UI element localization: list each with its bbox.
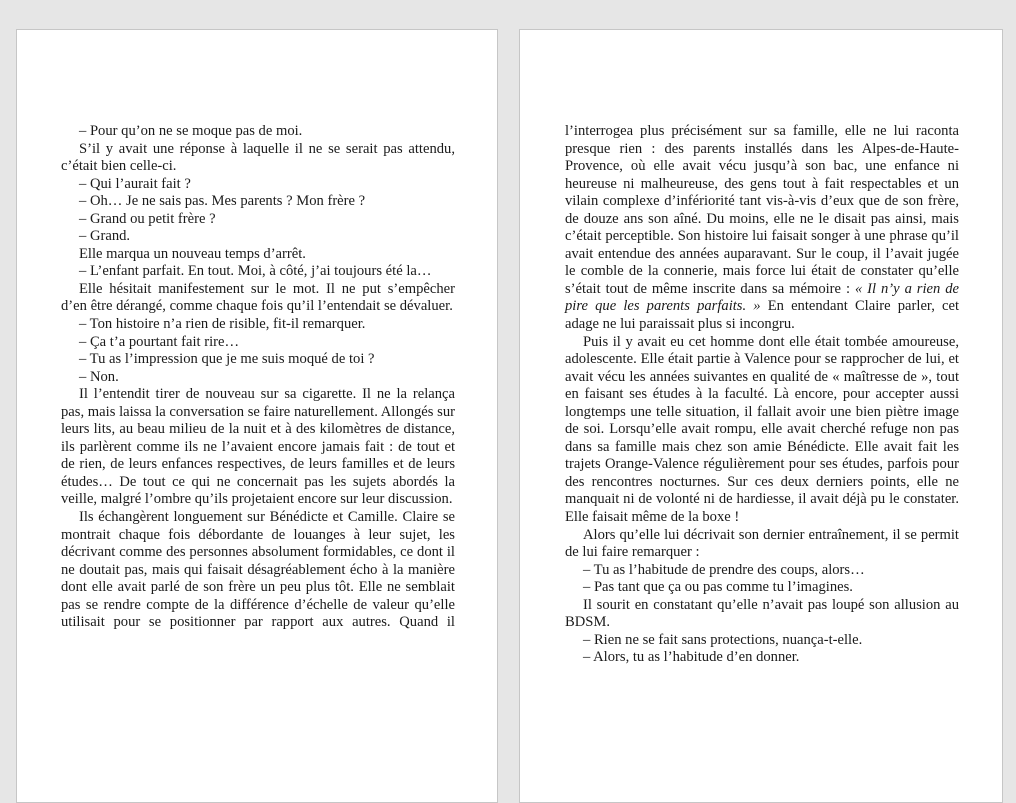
paragraph: Il l’entendit tirer de nouveau sur sa cigarette. Il ne la relança pas, mais laissa la conversation se faire naturellement. Allongés sur leurs lits, au beau milieu de la nuit et à des kilomètres de distance, ils parlèrent comme ils ne l’avaient encore jamais fait : de tout et de rien, de leurs enfances respectives, de leurs familles et de leurs études… De tout ce qui ne concernait pas les sujets abordés la veille, malgré l’ombre qu’ils projetaient encore sur leur discussion. [61, 386, 455, 508]
page-left [16, 29, 498, 803]
paragraph: – L’enfant parfait. En tout. Moi, à côté, j’ai toujours été la… [79, 263, 432, 280]
quotation: « Il n’y a rien de pire que les parents parfaits. » [565, 280, 959, 315]
paragraph: – Non. [79, 368, 119, 385]
paragraph: – Ça t’a pourtant fait rire… [79, 333, 240, 350]
paragraph: – Grand ou petit frère ? [79, 210, 216, 227]
paragraph: – Oh… Je ne sais pas. Mes parents ? Mon frère ? [79, 193, 366, 210]
paragraph: Il sourit en constatant qu’elle n’avait pas loupé son allusion au BDSM. [565, 596, 959, 631]
paragraph: Puis il y avait eu cet homme dont elle était tombée amoureuse, adolescente. Elle était partie à Valence pour se rapprocher de lui, et avait vécu les années suivantes en qualité de « maîtresse de », tout en faisant ses études à la faculté. Là encore, pour accepter aussi longtemps une telle situation, il fallait avoir une bien piètre image de soi. Lorsqu’elle avait rompu, elle avait cherché refuge non pas dans sa famille mais chez son amie Bénédicte. Elle avait fait les trajets Orange-Valence régulièrement pour ses études, parfois pour des rencontres nocturnes. Sur ces deux derniers points, elle ne manquait ni de volonté ni de hardiesse, il avait déjà pu le constater. Elle faisait même de la boxe ! [565, 333, 959, 526]
paragraph: S’il y avait une réponse à laquelle il ne se serait pas attendu, c’était bien celle-ci. [61, 140, 455, 175]
paragraph: Elle hésitait manifestement sur le mot. Il ne put s’empêcher d’en être dérangé, comme chaque fois qu’il l’entendait se dévaluer. [61, 280, 455, 315]
page-left-text [61, 123, 455, 632]
paragraph: – Pas tant que ça ou pas comme tu l’imagines. [583, 579, 853, 596]
paragraph-continued [565, 123, 959, 334]
paragraph: – Tu as l’habitude de prendre des coups, alors… [583, 561, 865, 578]
paragraph-text: l’interrogea plus précisément sur sa famille, elle ne lui raconta presque rien : des parents installés dans les Alpes-de-Haute-Provence, où elle avait vécu jusqu’à son bac, une enfance ni heureuse ni malheureuse, des gens tout à fait respectables et un vilain complexe d’infériorité tant vis-à-vis d’eux que de son frère, de douze ans son aîné. Du moins, elle ne le disait pas ainsi, mais c’était perceptible. Son histoire lui faisait songer à une phrase qu’il avait entendue des années auparavant. Sur le coup, il l’avait jugée le comble de la connerie, mais force lui était de constater qu’elle s’était tout de même inscrite dans sa mémoire : [565, 123, 959, 297]
paragraph: – Ton histoire n’a rien de risible, fit-il remarquer. [79, 316, 366, 333]
paragraph: – Pour qu’on ne se moque pas de moi. [79, 123, 303, 139]
paragraph: Alors qu’elle lui décrivait son dernier entraînement, il se permit de lui faire remarquer : [565, 526, 959, 561]
page-right-text [565, 123, 959, 667]
paragraph-text: En entendant Claire parler, cet adage ne lui paraissait plus si incongru. [565, 298, 959, 333]
paragraph: – Alors, tu as l’habitude d’en donner. [583, 649, 800, 666]
paragraph: Ils échangèrent longuement sur Bénédicte et Camille. Claire se montrait chaque fois débordante de louanges à leur sujet, les décrivant comme des personnes absolument formidables, ce dont il ne doutait pas, mais qui faisait désagréablement écho à la manière dont elle avait parlé de son frère un peu plus tôt. Elle ne semblait pas se rendre compte de la différence d’échelle de valeur qu’elle utilisait pour se positionner par rapport aux autres. Quand il [61, 509, 455, 631]
page-right [519, 29, 1003, 803]
paragraph: – Rien ne se fait sans protections, nuança-t-elle. [583, 631, 863, 648]
paragraph: – Tu as l’impression que je me suis moqué de toi ? [79, 351, 375, 368]
paragraph: Elle marqua un nouveau temps d’arrêt. [79, 245, 306, 262]
paragraph: – Grand. [79, 228, 131, 245]
paragraph: – Qui l’aurait fait ? [79, 175, 191, 192]
